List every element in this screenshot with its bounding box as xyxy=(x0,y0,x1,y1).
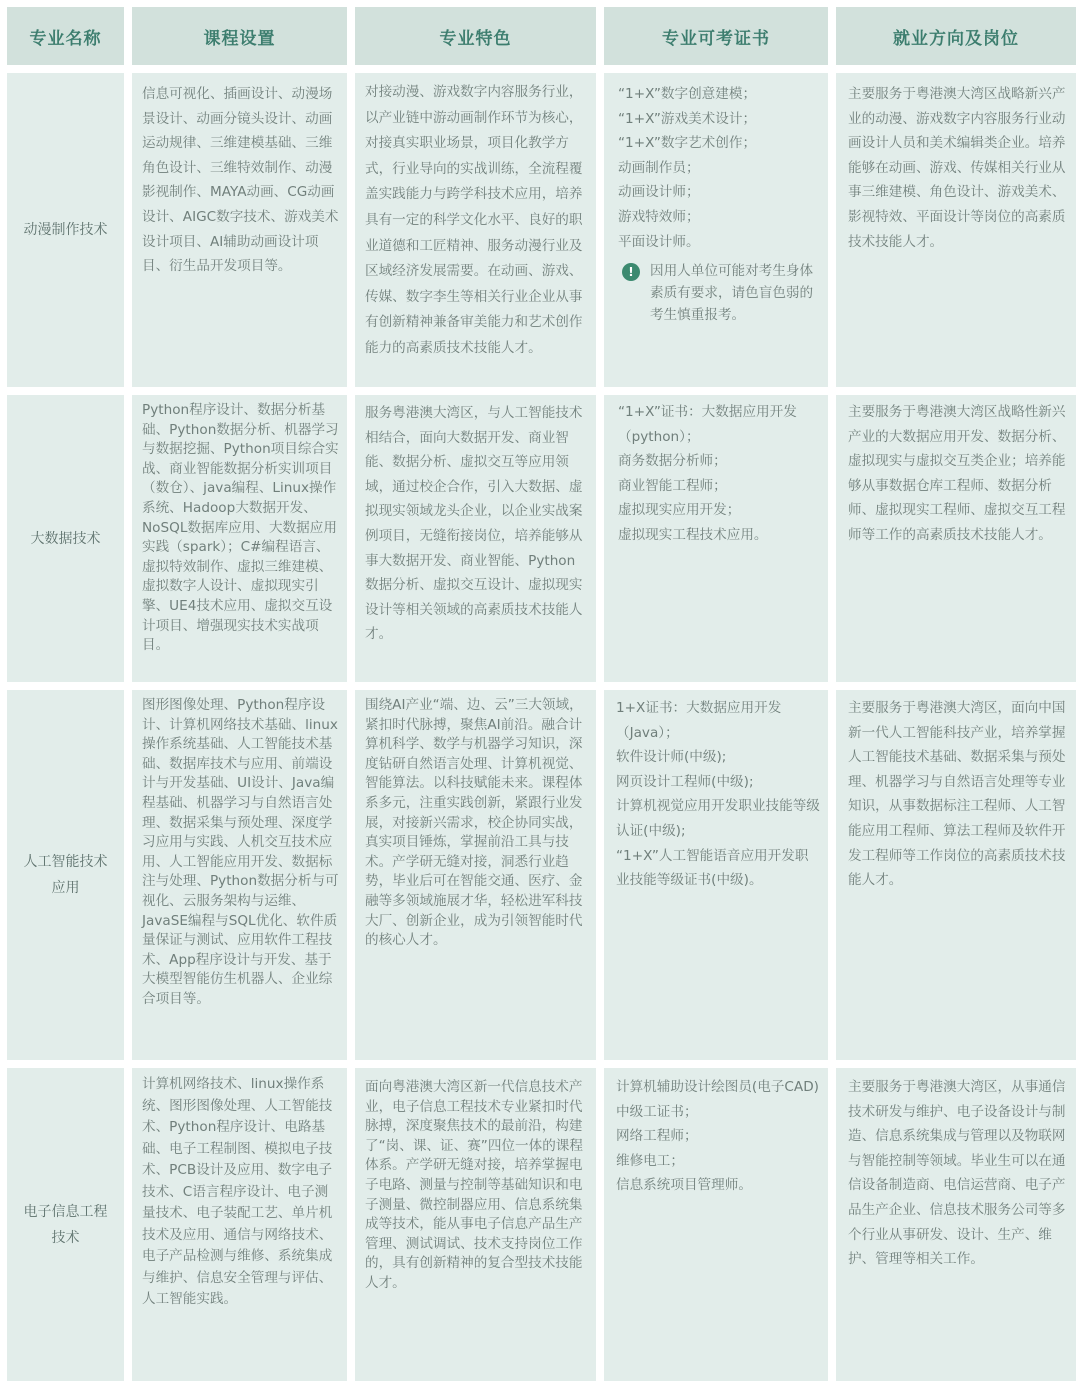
certificate-item: 虚拟现实工程技术应用。 xyxy=(618,526,768,543)
certificate-item: 游戏特效师； xyxy=(618,208,700,225)
certificate-item: 商务数据分析师； xyxy=(618,453,727,470)
certificate-item: 1+X证书：大数据应用开发（Java）； xyxy=(616,700,782,741)
certificate-item: 虚拟现实应用开发； xyxy=(618,502,741,519)
certificate-item: 计算机视觉应用开发职业技能等级认证(中级); xyxy=(616,798,820,839)
notice-text: 因用人单位可能对考生身体素质有要求，请色盲色弱的考生慎重报考。 xyxy=(650,263,814,324)
major-name: 大数据技术 xyxy=(7,395,124,682)
certificates-cell xyxy=(604,395,828,682)
courses-cell: 信息可视化、插画设计、动漫场景设计、动画分镜头设计、动画运动规律、三维建模基础、三维角色设计、三维特效制作、动漫影视制作、MAYA动画、CG动画设计、AIGC数字技术、游戏美术设计项目、AI辅助动画设计项目、衍生品开发项目等。 xyxy=(132,73,347,387)
header-features: 专业特色 xyxy=(355,7,596,65)
major-name: 电子信息工程技术 xyxy=(7,1068,124,1381)
careers-cell: 主要服务于粤港澳大湾区战略新兴产业的动漫、游戏数字内容服务行业动画设计人员和美术编辑类企业。培养能够在动画、游戏、传媒相关行业从事三维建模、角色设计、游戏美术、影视特效、平面设计等岗位的高素质技术技能人才。 xyxy=(836,73,1076,387)
certificates-cell xyxy=(604,1068,828,1381)
certificate-item: 商业智能工程师； xyxy=(618,477,727,494)
majors-table xyxy=(7,7,1076,1381)
certificate-item: 计算机辅助设计绘图员(电子CAD)中级工证书； xyxy=(616,1079,819,1120)
certificate-item: 网页设计工程师(中级); xyxy=(616,773,754,790)
major-name: 动漫制作技术 xyxy=(7,73,124,387)
features-cell: 围绕AI产业“端、边、云”三大领域，紧扣时代脉搏，聚焦AI前沿。融合计算机科学、数学与机器学习知识，深度钻研自然语言处理、计算机视觉、智能算法。以科技赋能未来。课程体系多元，注重实践创新，紧跟行业发展，对接新兴需求，校企协同实战，真实项目锤炼，掌握前沿工具与技术。产学研无缝对接，洞悉行业趋势，毕业后可在智能交通、医疗、金融等多领域施展才华，轻松进军科技大厂、创新企业，成为引领智能时代的核心人才。 xyxy=(355,690,596,1060)
courses-cell: Python程序设计、数据分析基础、Python数据分析、机器学习与数据挖掘、Python项目综合实战、商业智能数据分析实训项目（数仓）、java编程、Linux操作系统、Hadoop大数据开发、NoSQL数据库应用、大数据应用实践（spark）；C#编程语言、虚拟特效制作、虚拟三维建模、虚拟数字人设计、虚拟现实引擎、UE4技术应用、虚拟交互设计项目、增强现实技术实战项目。 xyxy=(132,395,347,682)
courses-cell: 计算机网络技术、linux操作系统、图形图像处理、人工智能技术、Python程序设计、电路基础、电子工程制图、模拟电子技术、PCB设计及应用、数字电子技术、C语言程序设计、电子测量技术、电子装配工艺、单片机技术及应用、通信与网络技术、电子产品检测与维修、系统集成与维护、信息安全管理与评估、人工智能实践。 xyxy=(132,1068,347,1381)
header-careers: 就业方向及岗位 xyxy=(836,7,1076,65)
color-blind-notice xyxy=(618,260,820,326)
certificate-item: 信息系统项目管理师。 xyxy=(616,1177,752,1194)
certificate-item: “1+X”游戏美术设计； xyxy=(618,110,757,127)
certificates-cell xyxy=(604,73,828,387)
careers-cell: 主要服务于粤港澳大湾区，从事通信技术研发与维护、电子设备设计与制造、信息系统集成与管理以及物联网与智能控制等领域。毕业生可以在通信设备制造商、电信运营商、电子产品生产企业、信息技术服务公司等多个行业从事研发、设计、生产、维护、管理等相关工作。 xyxy=(836,1068,1076,1381)
features-cell: 面向粤港澳大湾区新一代信息技术产业，电子信息工程技术专业紧扣时代脉搏，深度聚焦技术的最前沿，构建了“岗、课、证、赛”四位一体的课程体系。产学研无缝对接，培养掌握电子电路、测量与控制等基础知识和电子测量、微控制器应用、信息系统集成等技术，能从事电子信息产品生产管理、测试调试、技术支持岗位工作的，具有创新精神的复合型技术技能人才。 xyxy=(355,1068,596,1381)
certificates-cell xyxy=(604,690,828,1060)
certificate-item: 动画设计师； xyxy=(618,184,700,201)
careers-cell: 主要服务于粤港澳大湾区战略性新兴产业的大数据应用开发、数据分析、虚拟现实与虚拟交互类企业；培养能够从事数据仓库工程师、数据分析师、虚拟现实工程师、虚拟交互工程师等工作的高素质技术技能人才。 xyxy=(836,395,1076,682)
certificate-item: 平面设计师。 xyxy=(618,233,700,250)
certificate-item: “1+X”数字创意建模； xyxy=(618,86,757,102)
exclamation-icon: ! xyxy=(622,263,640,281)
certificate-item: “1+X”人工智能语音应用开发职业技能等级证书(中级)。 xyxy=(616,847,809,889)
certificate-item: “1+X”证书：大数据应用开发（python）； xyxy=(618,404,797,445)
certificate-item: 维修电工； xyxy=(616,1152,684,1169)
certificate-item: “1+X”数字艺术创作； xyxy=(618,135,757,152)
careers-cell: 主要服务于粤港澳大湾区，面向中国新一代人工智能科技产业，培养掌握人工智能技术基础、数据采集与预处理、机器学习与自然语言处理等专业知识，从事数据标注工程师、人工智能应用工程师、算法工程师及软件开发工程师等工作岗位的高素质技术技能人才。 xyxy=(836,690,1076,1060)
certificate-item: 网络工程师； xyxy=(616,1128,698,1145)
major-name: 人工智能技术应用 xyxy=(7,690,124,1060)
header-courses: 课程设置 xyxy=(132,7,347,65)
header-major: 专业名称 xyxy=(7,7,124,65)
certificate-item: 软件设计师(中级); xyxy=(616,749,727,766)
courses-cell: 图形图像处理、Python程序设计、计算机网络技术基础、linux操作系统基础、人工智能技术基础、数据库技术与应用、前端设计与开发基础、UI设计、Java编程基础、机器学习与自然语言处理、数据采集与预处理、深度学习应用与实践、人机交互技术应用、人工智能应用开发、数据标注与处理、Python数据分析与可视化、云服务架构与运维、JavaSE编程与SQL优化、软件质量保证与测试、应用软件工程技术、App程序设计与开发、基于大模型智能仿生机器人、企业综合项目等。 xyxy=(132,690,347,1060)
features-cell: 服务粤港澳大湾区，与人工智能技术相结合，面向大数据开发、商业智能、数据分析、虚拟交互等应用领域，通过校企合作，引入大数据、虚拟现实领域龙头企业，以企业实战案例项目，无缝衔接岗位，培养能够从事大数据开发、商业智能、Python数据分析、虚拟交互设计、虚拟现实设计等相关领域的高素质技术技能人才。 xyxy=(355,395,596,682)
certificate-item: 动画制作员； xyxy=(618,159,700,176)
header-certificates: 专业可考证书 xyxy=(604,7,828,65)
features-cell: 对接动漫、游戏数字内容服务行业，以产业链中游动画制作环节为核心，对接真实职业场景，项目化教学方式，行业导向的实战训练，全流程覆盖实践能力与跨学科技术应用，培养具有一定的科学文化水平、良好的职业道德和工匠精神、服务动漫行业及区域经济发展需要。在动画、游戏、传媒、数字李生等相关行业企业从事有创新精神兼备审美能力和艺术创作能力的高素质技术技能人才。 xyxy=(355,73,596,387)
